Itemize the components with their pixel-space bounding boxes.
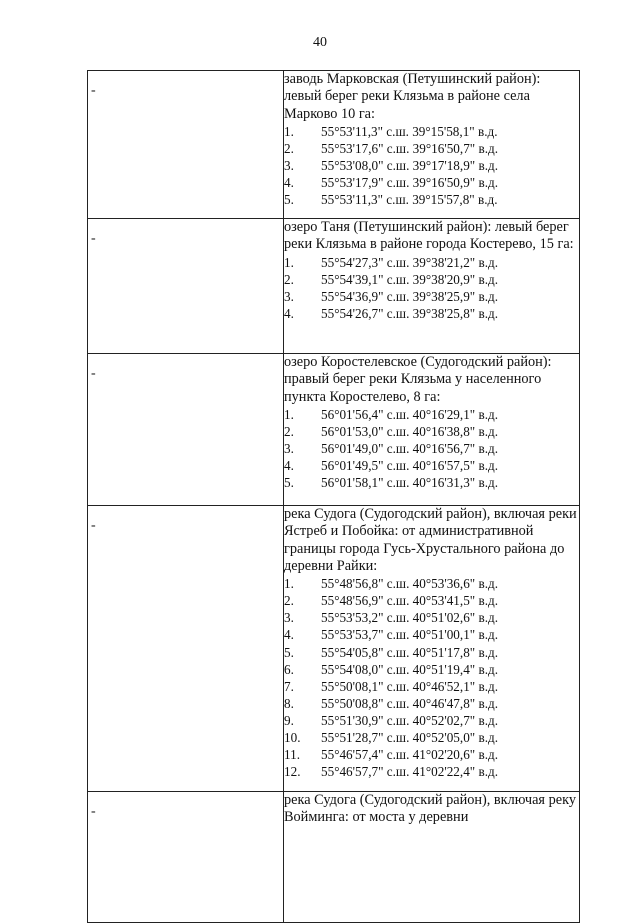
coordinate-line	[284, 763, 579, 780]
row-description-cell	[284, 506, 580, 792]
coordinate-number: 1.	[284, 406, 294, 422]
coordinate-number: 5.	[284, 475, 294, 491]
coordinate-line	[284, 712, 579, 729]
coordinate-number: 9.	[284, 712, 294, 728]
coordinate-line	[284, 271, 579, 288]
coordinate-line	[284, 457, 579, 474]
water-body-description: река Судога (Судогодский район), включая реки Ястреб и Побойка: от административной границы города Гусь-Хрустального района до деревни Райки:	[284, 506, 577, 574]
row-marker-cell	[88, 71, 284, 219]
row-marker: -	[91, 518, 96, 533]
coordinate-number: 5.	[284, 192, 294, 208]
table-row	[88, 506, 580, 792]
row-marker: -	[91, 231, 96, 246]
coordinate-number: 6.	[284, 661, 294, 677]
coordinate-line	[284, 695, 579, 712]
coordinate-line	[284, 305, 579, 322]
coordinate-line	[284, 729, 579, 746]
coordinate-number: 10.	[284, 730, 301, 746]
coordinate-value: 55°54'39,1" с.ш. 39°38'20,9" в.д.	[321, 271, 498, 287]
row-marker-cell	[88, 506, 284, 792]
coordinate-value: 55°53'17,6" с.ш. 39°16'50,7" в.д.	[321, 140, 498, 156]
coordinate-number: 2.	[284, 593, 294, 609]
coordinate-line	[284, 440, 579, 457]
coordinate-number: 3.	[284, 610, 294, 626]
row-description-cell	[284, 354, 580, 506]
water-body-description: заводь Марковская (Петушинский район): левый берег реки Клязьма в районе села Марково 10 га:	[284, 71, 541, 122]
row-marker-cell	[88, 219, 284, 354]
coordinate-number: 4.	[284, 458, 294, 474]
row-marker: -	[91, 804, 96, 819]
coordinate-value: 55°46'57,4" с.ш. 41°02'20,6" в.д.	[321, 747, 498, 763]
coordinate-value: 55°54'26,7" с.ш. 39°38'25,8" в.д.	[321, 305, 498, 321]
coordinate-line	[284, 157, 579, 174]
row-marker: -	[91, 83, 96, 98]
coordinate-number: 7.	[284, 678, 294, 694]
coordinate-line	[284, 609, 579, 626]
coordinate-value: 55°53'11,3" с.ш. 39°15'58,1" в.д.	[321, 123, 498, 139]
coordinate-value: 55°46'57,7" с.ш. 41°02'22,4" в.д.	[321, 764, 498, 780]
row-marker-cell	[88, 354, 284, 506]
table-row	[88, 792, 580, 923]
coordinate-line	[284, 575, 579, 592]
coordinate-value: 55°51'28,7" с.ш. 40°52'05,0" в.д.	[321, 730, 498, 746]
coordinate-line	[284, 123, 579, 140]
coordinate-number: 4.	[284, 175, 294, 191]
coordinate-value: 55°53'53,2" с.ш. 40°51'02,6" в.д.	[321, 610, 498, 626]
coordinate-number: 5.	[284, 644, 294, 660]
coordinate-number: 11.	[284, 747, 300, 763]
table-row	[88, 71, 580, 219]
coordinate-number: 2.	[284, 140, 294, 156]
coordinate-number: 1.	[284, 123, 294, 139]
coordinate-line	[284, 746, 579, 763]
row-description-cell	[284, 71, 580, 219]
water-body-description: озеро Таня (Петушинский район): левый берег реки Клязьма в районе города Костерево, 15 га:	[284, 219, 574, 253]
coordinate-line	[284, 644, 579, 661]
coordinate-number: 12.	[284, 764, 301, 780]
coordinate-line	[284, 474, 579, 491]
coordinate-number: 4.	[284, 305, 294, 321]
water-body-description: озеро Коростелевское (Судогодский район): правый берег реки Клязьма у населенного пункта Коростелево, 8 га:	[284, 354, 552, 405]
coordinate-number: 1.	[284, 254, 294, 270]
table-row	[88, 219, 580, 354]
coordinate-line	[284, 406, 579, 423]
coordinate-value: 55°53'53,7" с.ш. 40°51'00,1" в.д.	[321, 627, 498, 643]
coordinate-value: 55°53'08,0" с.ш. 39°17'18,9" в.д.	[321, 158, 498, 174]
regulation-table	[87, 70, 580, 923]
coordinate-number: 3.	[284, 441, 294, 457]
coordinate-line	[284, 191, 579, 208]
coordinate-number: 4.	[284, 627, 294, 643]
coordinate-value: 55°53'11,3" с.ш. 39°15'57,8" в.д.	[321, 192, 498, 208]
coordinate-number: 8.	[284, 695, 294, 711]
page-number: 40	[313, 35, 327, 50]
row-description-cell	[284, 219, 580, 354]
coordinate-value: 55°54'36,9" с.ш. 39°38'25,9" в.д.	[321, 288, 498, 304]
row-marker-cell	[88, 792, 284, 923]
coordinate-line	[284, 661, 579, 678]
coordinate-value: 56°01'49,0" с.ш. 40°16'56,7" в.д.	[321, 441, 498, 457]
coordinate-value: 55°54'27,3" с.ш. 39°38'21,2" в.д.	[321, 254, 498, 270]
coordinate-line	[284, 592, 579, 609]
coordinate-line	[284, 140, 579, 157]
coordinate-line	[284, 174, 579, 191]
coordinate-value: 55°48'56,8" с.ш. 40°53'36,6" в.д.	[321, 576, 498, 592]
coordinate-line	[284, 254, 579, 271]
coordinate-value: 55°50'08,1" с.ш. 40°46'52,1" в.д.	[321, 678, 498, 694]
coordinate-value: 55°48'56,9" с.ш. 40°53'41,5" в.д.	[321, 593, 498, 609]
table-row	[88, 354, 580, 506]
coordinate-line	[284, 678, 579, 695]
row-marker: -	[91, 366, 96, 381]
coordinate-number: 1.	[284, 576, 294, 592]
coordinate-number: 3.	[284, 288, 294, 304]
coordinate-number: 2.	[284, 271, 294, 287]
coordinate-value: 55°51'30,9" с.ш. 40°52'02,7" в.д.	[321, 712, 498, 728]
coordinate-value: 56°01'56,4" с.ш. 40°16'29,1" в.д.	[321, 406, 498, 422]
coordinate-number: 3.	[284, 158, 294, 174]
coordinate-value: 56°01'58,1" с.ш. 40°16'31,3" в.д.	[321, 475, 498, 491]
coordinate-line	[284, 626, 579, 643]
coordinate-value: 55°50'08,8" с.ш. 40°46'47,8" в.д.	[321, 695, 498, 711]
coordinate-line	[284, 288, 579, 305]
coordinate-value: 55°54'05,8" с.ш. 40°51'17,8" в.д.	[321, 644, 498, 660]
row-description-cell	[284, 792, 580, 923]
coordinate-value: 56°01'53,0" с.ш. 40°16'38,8" в.д.	[321, 423, 498, 439]
coordinate-number: 2.	[284, 423, 294, 439]
coordinate-value: 56°01'49,5" с.ш. 40°16'57,5" в.д.	[321, 458, 498, 474]
coordinate-value: 55°54'08,0" с.ш. 40°51'19,4" в.д.	[321, 661, 498, 677]
water-body-description: река Судога (Судогодский район), включая реку Войминга: от моста у деревни	[284, 792, 576, 826]
coordinate-line	[284, 423, 579, 440]
coordinate-value: 55°53'17,9" с.ш. 39°16'50,9" в.д.	[321, 175, 498, 191]
